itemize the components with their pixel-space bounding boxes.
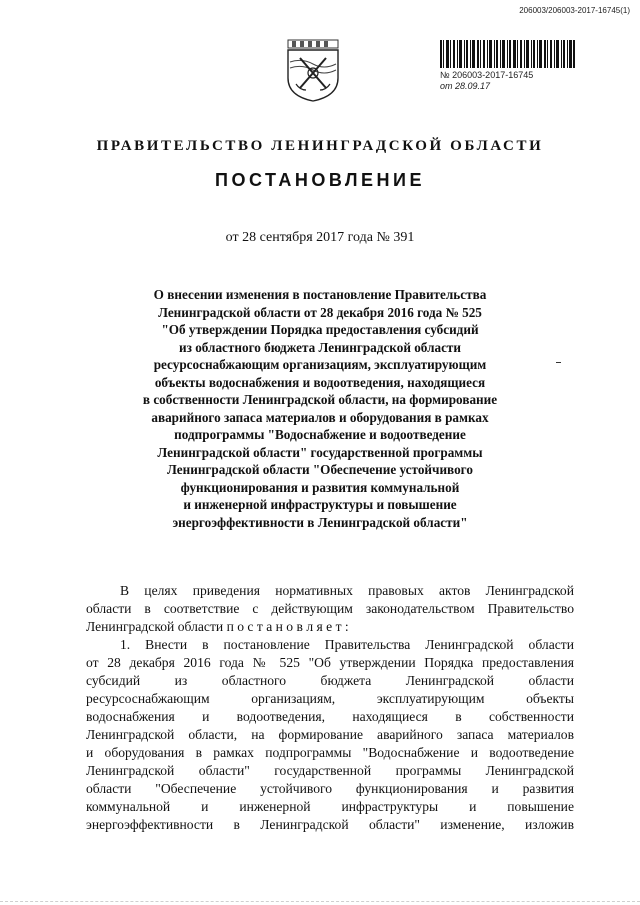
document-date-number: от 28 сентября 2017 года № 391 [225,230,415,245]
body-line: области в соответствие с действующим законодательством Правительство [86,601,574,616]
title-line: Ленинградской области" государственной программы [157,444,483,460]
title-line: и инженерной инфраструктуры и повышение [183,497,457,512]
body-line: от 28 декабря 2016 года № 525 "Об утверждении Порядка предоставления [86,655,574,670]
page-bottom-edge [0,901,640,905]
body-line: и оборудования в рамках подпрограммы "Водоснабжение и водоотведение [86,745,574,760]
barcode-icon [440,40,575,68]
coat-of-arms-icon [282,38,344,102]
body-line: ресурсоснабжающим организациям, эксплуатирующим объекты [86,691,574,706]
title-line: Ленинградской области от 28 декабря 2016 года № 525 [158,304,482,320]
title-line: из областного бюджета Ленинградской области [179,339,461,355]
title-line: "Об утверждении Порядка предоставления субсидий [161,322,479,337]
document-title [80,286,560,531]
body-line: энергоэффективности в Ленинградской области" изменение, изложив [86,817,574,832]
document-body [86,582,574,834]
body-line: Ленинградской области, на формирование аварийного запаса материалов [86,727,574,742]
margin-mark [556,362,561,363]
title-line: О внесении изменения в постановление Правительства [153,287,487,302]
title-line: ресурсоснабжающим организациям, эксплуатирующим [153,357,487,372]
body-line: 1. Внести в постановление Правительства Ленинградской области [120,637,574,652]
organization-name: ПРАВИТЕЛЬСТВО ЛЕНИНГРАДСКОЙ ОБЛАСТИ [96,138,544,154]
body-line: субсидий из областного бюджета Ленинградской области [86,673,574,688]
title-line: функционирования и развития коммунальной [180,479,460,495]
body-line: В целях приведения нормативных правовых актов Ленинградской [120,583,574,598]
registration-block [440,40,575,92]
document-type: ПОСТАНОВЛЕНИЕ [215,170,425,190]
registration-number: № 206003-2017-16745 [440,70,534,80]
body-line: Ленинградской области п о с т а н о в л я е т : [86,619,349,634]
body-line: Ленинградской области" государственной программы Ленинградской [86,763,574,778]
body-line: коммунальной и инженерной инфраструктуры и повышение [86,799,574,814]
document-code: 206003/206003-2017-16745(1) [519,6,630,15]
title-line: Ленинградской области "Обеспечение устойчивого [167,462,473,477]
title-line: аварийного запаса материалов и оборудования в рамках [151,409,489,425]
title-line: энергоэффективности в Ленинградской области" [172,514,468,530]
body-line: водоснабжения и водоотведения, находящиеся в собственности [86,709,574,724]
registration-date: от 28.09.17 [440,81,491,91]
body-line: области "Обеспечение устойчивого функционирования и развития [86,781,574,796]
title-line: в собственности Ленинградской области, на формирование [142,392,498,407]
title-line: подпрограммы "Водоснабжение и водоотведение [174,427,466,442]
title-line: объекты водоснабжения и водоотведения, находящиеся [154,374,486,390]
